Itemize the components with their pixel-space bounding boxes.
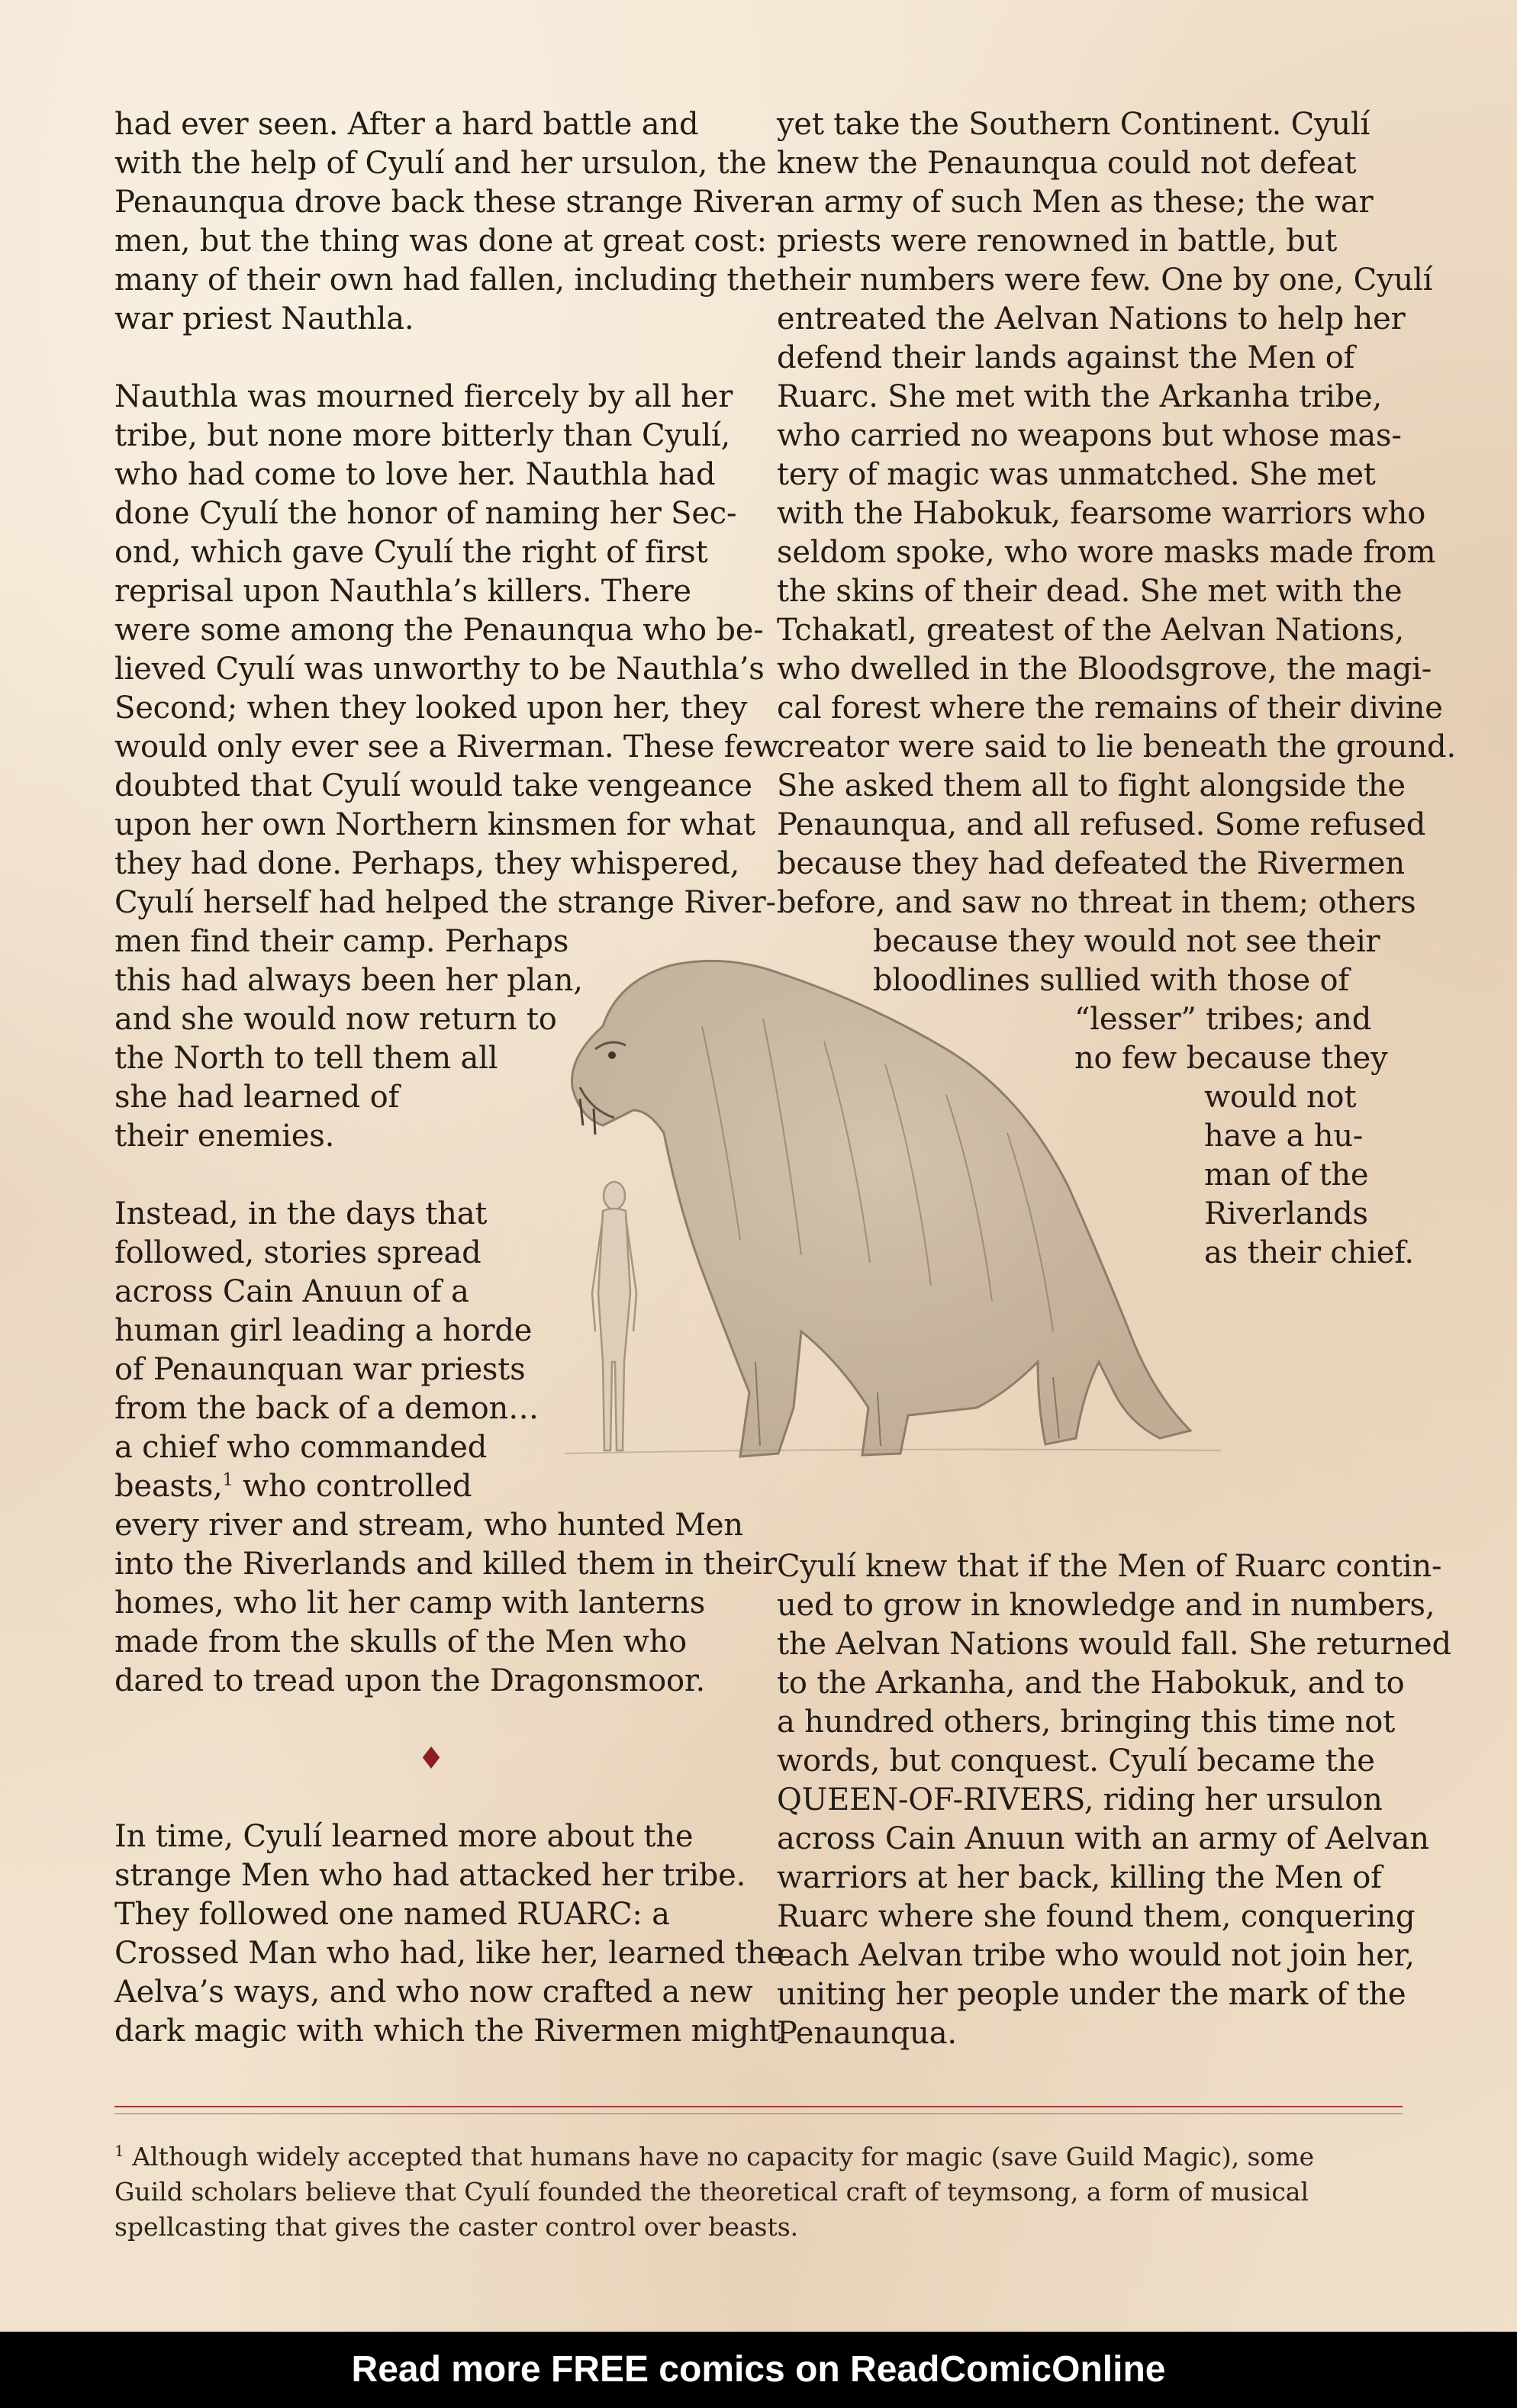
left-paragraph-2: Nauthla was mourned fiercely by all her tribe, but none more bitterly than Cyulí, who had come to love her. Nauthla had done Cyulí the honor of naming her Sec- ond, which gave Cyulí the right of first reprisal upon Nauthla’s killers. There were some among the Penaunqua who be- lieved Cyulí was unworthy to be Nauthla’s Second; when they looked upon her, they would only ever see a Riverman. These few doubted that Cyulí would take vengeance upon her own Northern kinsmen for what they had done. Perhaps, they whispered, Cyulí herself had helped the strange River- men find their camp. Perhaps this had always been her plan, and she would now return to the North to tell them all she had learned of their enemies.: [114, 379, 779, 1154]
left-paragraph-3: Instead, in the days that followed, stories spread across Cain Anuun of a human girl leading a horde of Penaunquan war priests from the back of a demon… a chief who commanded beasts,$^1$ who controlled every river and stream, who hunted Men into the Riverlands and killed them in their homes, who lit her camp with lanterns made from the skulls of the Men who dared to tread upon the Dragonsmoor.: [114, 1196, 777, 1698]
line-with-footnote-ref: beasts,$^1$ who controlled: [114, 1469, 472, 1504]
right-paragraph-1: yet take the Southern Continent. Cyulí knew the Penaunqua could not defeat an army of such Men as these; the war priests were renowned in battle, but their numbers were few. One by one, Cyulí entreated the Aelvan Nations to help her defend their lands against the Men of Ruarc. She met with the Arkanha tribe, who carried no weapons but whose mas- tery of magic was unmatched. She met with the Habokuk, fearsome warriors who seldom spoke, who wore masks made from the skins of their dead. She met with the Tchakatl, greatest of the Aelvan Nations, who dwelled in the Bloodsgrove, the magi- cal forest where the remains of their divine creator were said to lie beneath the ground. She asked them all to fight alongside the Penaunqua, and all refused. Some refused because they had defeated the Rivermen before, and saw no threat in them; others because they would not see their bloodlines sullied with those of “lesser” tribes; and no few because they would not have a hu- man of the Riverlands as their chief.: [777, 107, 1456, 1270]
footnote-rule-thin: [114, 2113, 1403, 2114]
right-paragraph-2: Cyulí knew that if the Men of Ruarc contin- ued to grow in knowledge and in numbers, the Aelvan Nations would fall. She returned to the Arkanha, and the Habokuk, and to a hundred others, bringing this time not words, but conquest. Cyulí became the QUEEN-OF-RIVERS, riding her ursulon across Cain Anuun with an army of Aelvan warriors at her back, killing the Men of Ruarc where she found them, conquering each Aelvan tribe who would not join her, uniting her people under the mark of the Penaunqua.: [777, 1549, 1451, 2051]
footnote-reference[interactable]: 1: [222, 1470, 234, 1490]
footnote: $^1$ Although widely accepted that humans have no capacity for magic (save Guild Magic), some Guild scholars believe that Cyulí founded the theoretical craft of teymsong, a form of musical spellcasting that gives the caster control over beasts.: [114, 2133, 1404, 2245]
footnote-rule: [114, 2106, 1403, 2107]
ursulon-sketch-illustration: [549, 935, 1267, 1484]
ursulon-beast: [572, 961, 1191, 1457]
left-paragraph-1: had ever seen. After a hard battle and with the help of Cyulí and her ursulon, the Penaunqua drove back these strange River- men, but the thing was done at great cost: many of their own had fallen, including the war priest Nauthla.: [114, 107, 784, 336]
section-divider-diamond: ♦: [417, 1741, 445, 1776]
promo-banner[interactable]: Read more FREE comics on ReadComicOnline: [0, 2332, 1517, 2408]
footnote-marker: 1: [114, 2142, 124, 2160]
left-paragraph-4: In time, Cyulí learned more about the strange Men who had attacked her tribe. They followed one named RUARC: a Crossed Man who had, like her, learned the Aelva’s ways, and who now crafted a new dark magic with which the Rivermen might: [114, 1819, 784, 2049]
footnote-line-1: $^1$ Although widely accepted that humans have no capacity for magic (save Guild Magic), some: [114, 2142, 1315, 2171]
human-figure: [592, 1182, 636, 1450]
